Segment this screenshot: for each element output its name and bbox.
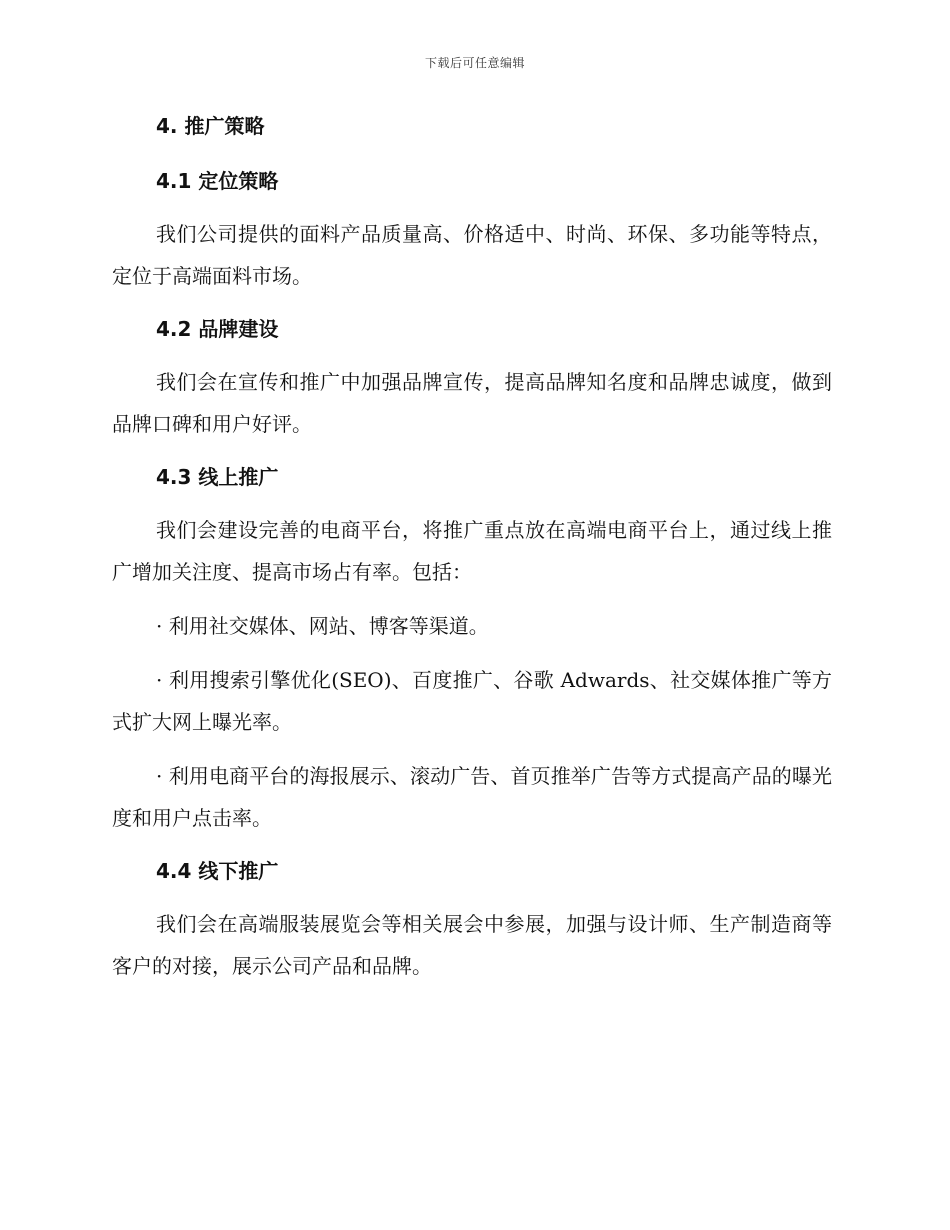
header-note: 下载后可任意编辑 <box>424 56 525 70</box>
section-paragraph-4-3: 我们会建设完善的电商平台，将推广重点放在高端电商平台上，通过线上推广增加关注度、提高市场占有率。包括： <box>112 518 832 584</box>
section-heading-4-4: 4.4 线下推广 <box>156 859 279 883</box>
document-body <box>112 110 832 987</box>
section-heading-4-1: 4.1 定位策略 <box>156 169 279 193</box>
section-paragraph-4-1: 我们公司提供的面料产品质量高、价格适中、时尚、环保、多功能等特点，定位于高端面料市场。 <box>112 222 832 288</box>
bullet-item-3: · 利用电商平台的海报展示、滚动广告、首页推举广告等方式提高产品的曝光度和用户点击率。 <box>112 764 832 830</box>
bullet-item-2: · 利用搜索引擎优化(SEO)、百度推广、谷歌 Adwards、社交媒体推广等方式扩大网上曝光率。 <box>112 668 832 734</box>
section-heading-4-2: 4.2 品牌建设 <box>156 317 279 341</box>
bullet-item-1: · 利用社交媒体、网站、博客等渠道。 <box>156 614 489 638</box>
section-paragraph-4-2: 我们会在宣传和推广中加强品牌宣传，提高品牌知名度和品牌忠诚度，做到品牌口碑和用户好评。 <box>112 370 832 436</box>
section-heading-4-3: 4.3 线上推广 <box>156 465 279 489</box>
section-paragraph-4-4: 我们会在高端服装展览会等相关展会中参展，加强与设计师、生产制造商等客户的对接，展示公司产品和品牌。 <box>112 912 832 978</box>
main-heading: 4. 推广策略 <box>156 114 265 138</box>
